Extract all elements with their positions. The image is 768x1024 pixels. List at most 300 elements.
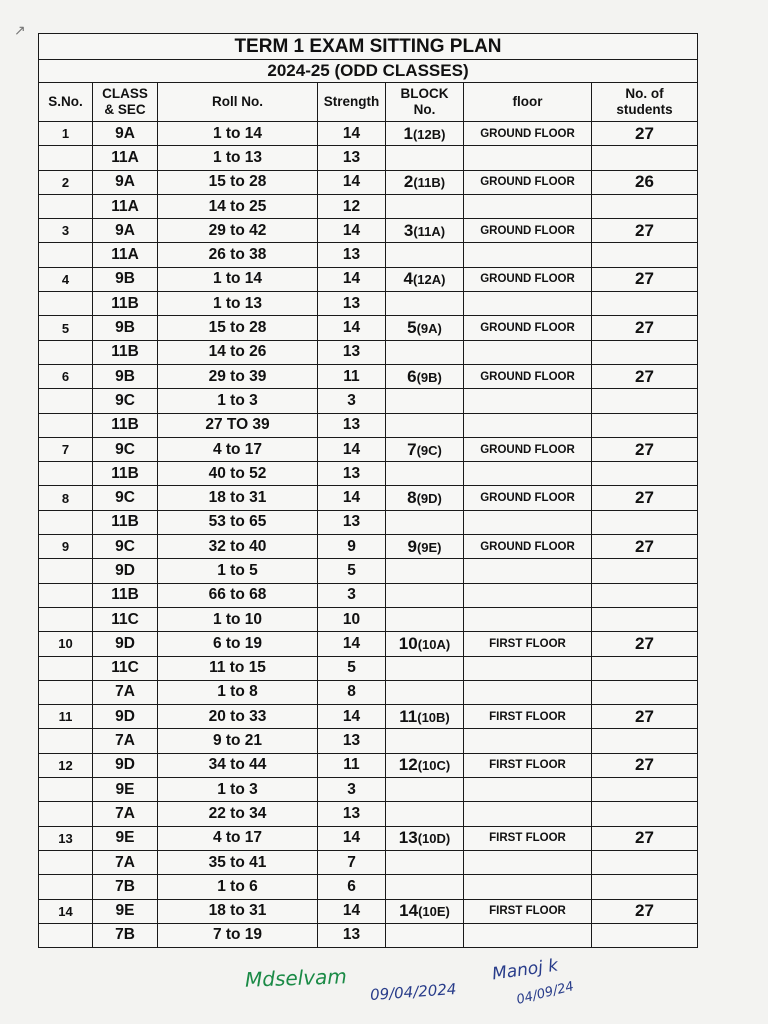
cell-block [386, 729, 464, 753]
cell-floor: GROUND FLOOR [464, 267, 592, 291]
block-room: (12B) [412, 126, 446, 142]
cell-floor: GROUND FLOOR [464, 170, 592, 194]
sitting-plan-table [38, 33, 698, 948]
header-strength: Strength [318, 83, 386, 122]
cell-strength: 13 [318, 413, 386, 437]
block-room: (10C) [417, 758, 451, 774]
cell-class-sec: 11B [93, 583, 158, 607]
cell-sno [39, 850, 93, 874]
cell-block [386, 535, 464, 559]
cell-students [592, 583, 698, 607]
cell-block [386, 194, 464, 218]
table-row [39, 753, 698, 777]
cell-floor: GROUND FLOOR [464, 486, 592, 510]
cell-roll: 1 to 8 [158, 680, 318, 704]
cell-students [592, 340, 698, 364]
block-number: 5 [407, 318, 417, 338]
cell-sno [39, 194, 93, 218]
header-floor: floor [464, 83, 592, 122]
table-row [39, 267, 698, 291]
cell-students [592, 875, 698, 899]
cell-strength: 13 [318, 923, 386, 947]
cell-roll: 15 to 28 [158, 316, 318, 340]
cell-students [592, 778, 698, 802]
table-row [39, 729, 698, 753]
cell-block [386, 364, 464, 388]
cell-roll: 29 to 39 [158, 364, 318, 388]
cell-students [592, 194, 698, 218]
header-block [386, 83, 464, 122]
cell-sno [39, 462, 93, 486]
cell-class-sec: 9D [93, 632, 158, 656]
cell-strength: 14 [318, 437, 386, 461]
cell-students: 27 [592, 705, 698, 729]
cell-strength: 14 [318, 122, 386, 146]
cell-students: 27 [592, 219, 698, 243]
signature-2-date: 04/09/24 [515, 979, 576, 1008]
cell-sno [39, 583, 93, 607]
block-room: (9D) [416, 491, 442, 507]
table-row [39, 316, 698, 340]
cell-roll: 9 to 21 [158, 729, 318, 753]
cell-block [386, 170, 464, 194]
cell-block [386, 778, 464, 802]
cell-floor [464, 243, 592, 267]
cell-sno: 9 [39, 535, 93, 559]
cell-class-sec: 9C [93, 535, 158, 559]
cell-strength: 13 [318, 802, 386, 826]
cell-students: 27 [592, 122, 698, 146]
cell-floor: GROUND FLOOR [464, 364, 592, 388]
cell-strength: 13 [318, 340, 386, 364]
cell-strength: 14 [318, 899, 386, 923]
cell-class-sec: 7B [93, 923, 158, 947]
block-number: 1 [403, 123, 413, 143]
cell-students [592, 559, 698, 583]
table-row [39, 607, 698, 631]
block-number: 11 [399, 706, 418, 726]
block-room: (10B) [417, 709, 450, 725]
block-number: 4 [403, 269, 413, 289]
cell-roll: 20 to 33 [158, 705, 318, 729]
cell-sno: 14 [39, 899, 93, 923]
cell-block [386, 705, 464, 729]
cell-sno [39, 146, 93, 170]
cell-strength: 13 [318, 462, 386, 486]
cell-sno [39, 875, 93, 899]
cell-block [386, 802, 464, 826]
cell-strength: 3 [318, 778, 386, 802]
table-row [39, 389, 698, 413]
cell-strength: 11 [318, 364, 386, 388]
cell-students [592, 923, 698, 947]
cell-sno: 10 [39, 632, 93, 656]
cell-floor: GROUND FLOOR [464, 122, 592, 146]
cell-students [592, 292, 698, 316]
block-number: 12 [398, 755, 418, 775]
cell-strength: 13 [318, 729, 386, 753]
cell-block [386, 607, 464, 631]
cell-floor: FIRST FLOOR [464, 826, 592, 850]
cell-sno [39, 656, 93, 680]
cell-block [386, 122, 464, 146]
cell-floor [464, 802, 592, 826]
cell-class-sec: 11A [93, 194, 158, 218]
cell-strength: 14 [318, 316, 386, 340]
cell-strength: 7 [318, 850, 386, 874]
cell-students [592, 850, 698, 874]
block-number: 3 [403, 220, 414, 240]
cell-sno [39, 340, 93, 364]
cell-floor [464, 413, 592, 437]
table-row [39, 583, 698, 607]
cell-roll: 66 to 68 [158, 583, 318, 607]
cell-students: 26 [592, 170, 698, 194]
cell-students: 27 [592, 267, 698, 291]
cell-roll: 1 to 13 [158, 292, 318, 316]
cell-sno [39, 923, 93, 947]
cell-roll: 4 to 17 [158, 826, 318, 850]
cell-floor [464, 462, 592, 486]
block-number: 10 [398, 633, 418, 653]
cell-students [592, 656, 698, 680]
cell-strength: 14 [318, 219, 386, 243]
cell-block [386, 486, 464, 510]
table-row [39, 364, 698, 388]
cell-sno: 4 [39, 267, 93, 291]
cell-roll: 27 TO 39 [158, 413, 318, 437]
cell-sno [39, 680, 93, 704]
cell-floor [464, 680, 592, 704]
cell-block [386, 146, 464, 170]
header-students-line2: students [616, 102, 673, 117]
cell-floor: GROUND FLOOR [464, 219, 592, 243]
table-row [39, 826, 698, 850]
cell-floor [464, 292, 592, 316]
cell-class-sec: 7B [93, 875, 158, 899]
table-row [39, 923, 698, 947]
cell-strength: 5 [318, 656, 386, 680]
table-row [39, 802, 698, 826]
cell-sno [39, 243, 93, 267]
table-row [39, 292, 698, 316]
cell-strength: 14 [318, 486, 386, 510]
page-subtitle: 2024-25 (ODD CLASSES) [39, 60, 698, 83]
cell-block [386, 292, 464, 316]
cell-class-sec: 9B [93, 316, 158, 340]
header-students-line1: No. of [625, 86, 664, 101]
header-roll: Roll No. [158, 83, 318, 122]
cell-sno [39, 413, 93, 437]
cell-roll: 40 to 52 [158, 462, 318, 486]
cell-students [592, 729, 698, 753]
cell-roll: 14 to 25 [158, 194, 318, 218]
cell-students [592, 413, 698, 437]
cell-students: 27 [592, 753, 698, 777]
cell-block [386, 316, 464, 340]
cell-students [592, 389, 698, 413]
cell-floor: GROUND FLOOR [464, 535, 592, 559]
cell-roll: 7 to 19 [158, 923, 318, 947]
cell-floor: FIRST FLOOR [464, 899, 592, 923]
cell-roll: 53 to 65 [158, 510, 318, 534]
cell-floor [464, 729, 592, 753]
cell-roll: 1 to 13 [158, 146, 318, 170]
cell-students: 27 [592, 535, 698, 559]
table-row [39, 413, 698, 437]
cell-floor [464, 923, 592, 947]
cell-roll: 18 to 31 [158, 899, 318, 923]
block-number: 13 [398, 828, 418, 848]
column-header-row [39, 83, 698, 122]
cell-students [592, 462, 698, 486]
table-row [39, 656, 698, 680]
table-row [39, 486, 698, 510]
cell-roll: 18 to 31 [158, 486, 318, 510]
cell-roll: 1 to 6 [158, 875, 318, 899]
cell-class-sec: 9A [93, 170, 158, 194]
signature-1-date: 09/04/2024 [369, 980, 457, 1004]
cell-roll: 35 to 41 [158, 850, 318, 874]
table-row [39, 146, 698, 170]
cell-strength: 3 [318, 583, 386, 607]
table-row [39, 559, 698, 583]
cell-class-sec: 11B [93, 413, 158, 437]
cell-strength: 13 [318, 146, 386, 170]
cell-class-sec: 9D [93, 559, 158, 583]
table-row [39, 170, 698, 194]
cell-floor [464, 340, 592, 364]
cell-strength: 14 [318, 826, 386, 850]
cell-floor: GROUND FLOOR [464, 316, 592, 340]
cell-floor [464, 389, 592, 413]
block-number: 7 [407, 439, 417, 459]
cell-strength: 9 [318, 535, 386, 559]
cell-class-sec: 9B [93, 267, 158, 291]
cell-roll: 11 to 15 [158, 656, 318, 680]
block-number: 8 [407, 488, 417, 508]
cell-students: 27 [592, 486, 698, 510]
cell-sno [39, 729, 93, 753]
cell-class-sec: 11A [93, 243, 158, 267]
block-room: (9E) [416, 539, 442, 555]
cell-students: 27 [592, 364, 698, 388]
cell-students: 27 [592, 632, 698, 656]
cell-class-sec: 9D [93, 705, 158, 729]
cell-roll: 32 to 40 [158, 535, 318, 559]
cell-roll: 1 to 3 [158, 778, 318, 802]
cell-sno: 13 [39, 826, 93, 850]
cell-block [386, 656, 464, 680]
cell-students: 27 [592, 899, 698, 923]
cell-class-sec: 9C [93, 486, 158, 510]
cell-block [386, 826, 464, 850]
header-sno: S.No. [39, 83, 93, 122]
cell-floor [464, 583, 592, 607]
cell-sno: 8 [39, 486, 93, 510]
block-number: 14 [399, 901, 419, 921]
table-row [39, 632, 698, 656]
cell-class-sec: 11B [93, 462, 158, 486]
cell-floor [464, 875, 592, 899]
cell-students: 27 [592, 826, 698, 850]
table-row [39, 850, 698, 874]
cell-class-sec: 9E [93, 899, 158, 923]
header-class-sec [93, 83, 158, 122]
table-row [39, 122, 698, 146]
cell-sno [39, 607, 93, 631]
cell-students [592, 607, 698, 631]
cell-strength: 14 [318, 170, 386, 194]
cell-roll: 1 to 10 [158, 607, 318, 631]
cell-block [386, 243, 464, 267]
cell-roll: 29 to 42 [158, 219, 318, 243]
block-room: (10E) [418, 904, 450, 920]
cell-class-sec: 11B [93, 340, 158, 364]
sitting-plan-sheet [38, 33, 697, 948]
cell-strength: 10 [318, 607, 386, 631]
cell-block [386, 559, 464, 583]
table-row [39, 705, 698, 729]
cell-sno: 11 [39, 705, 93, 729]
table-row [39, 194, 698, 218]
cell-floor [464, 146, 592, 170]
cell-sno [39, 778, 93, 802]
cell-class-sec: 11A [93, 146, 158, 170]
header-block-line2: No. [413, 102, 436, 117]
cell-sno: 3 [39, 219, 93, 243]
cell-sno [39, 389, 93, 413]
table-row [39, 340, 698, 364]
cell-floor: FIRST FLOOR [464, 632, 592, 656]
cell-sno: 5 [39, 316, 93, 340]
block-room: (11B) [413, 175, 446, 191]
cell-block [386, 267, 464, 291]
cell-sno [39, 292, 93, 316]
cell-class-sec: 7A [93, 850, 158, 874]
cell-students [592, 510, 698, 534]
header-class-line1: CLASS [102, 86, 148, 101]
signature-2: Manoj k [490, 955, 560, 985]
cell-strength: 12 [318, 194, 386, 218]
cell-roll: 1 to 5 [158, 559, 318, 583]
block-number: 6 [407, 366, 417, 386]
cell-strength: 13 [318, 243, 386, 267]
cell-strength: 6 [318, 875, 386, 899]
block-number: 2 [403, 172, 414, 192]
cell-class-sec: 7A [93, 680, 158, 704]
cell-block [386, 462, 464, 486]
cell-students [592, 243, 698, 267]
cell-roll: 1 to 14 [158, 267, 318, 291]
cell-floor [464, 510, 592, 534]
cell-roll: 6 to 19 [158, 632, 318, 656]
header-class-line2: & SEC [104, 102, 146, 117]
cell-students: 27 [592, 316, 698, 340]
cell-block [386, 389, 464, 413]
table-row [39, 535, 698, 559]
table-row [39, 778, 698, 802]
cell-block [386, 219, 464, 243]
table-row [39, 510, 698, 534]
cell-strength: 5 [318, 559, 386, 583]
cell-class-sec: 9E [93, 826, 158, 850]
cell-floor: FIRST FLOOR [464, 753, 592, 777]
cell-block [386, 850, 464, 874]
cell-strength: 14 [318, 705, 386, 729]
cell-floor [464, 778, 592, 802]
cell-sno [39, 802, 93, 826]
cell-class-sec: 9C [93, 437, 158, 461]
cell-floor [464, 656, 592, 680]
block-room: (10D) [417, 831, 451, 847]
cell-block [386, 875, 464, 899]
cell-class-sec: 9A [93, 122, 158, 146]
cell-class-sec: 9A [93, 219, 158, 243]
cell-strength: 3 [318, 389, 386, 413]
table-row [39, 437, 698, 461]
cell-students [592, 680, 698, 704]
cell-class-sec: 9B [93, 364, 158, 388]
cell-students [592, 146, 698, 170]
cell-floor: FIRST FLOOR [464, 705, 592, 729]
cell-floor [464, 194, 592, 218]
cell-class-sec: 7A [93, 802, 158, 826]
table-row [39, 680, 698, 704]
cell-sno [39, 559, 93, 583]
cell-class-sec: 9D [93, 753, 158, 777]
cell-class-sec: 11C [93, 656, 158, 680]
cell-floor [464, 850, 592, 874]
cell-block [386, 680, 464, 704]
cell-roll: 1 to 3 [158, 389, 318, 413]
cell-roll: 34 to 44 [158, 753, 318, 777]
cell-floor [464, 607, 592, 631]
table-row [39, 462, 698, 486]
cell-block [386, 340, 464, 364]
block-room: (9A) [416, 321, 442, 337]
cell-block [386, 923, 464, 947]
table-row [39, 875, 698, 899]
cell-block [386, 437, 464, 461]
cell-sno: 1 [39, 122, 93, 146]
cell-roll: 14 to 26 [158, 340, 318, 364]
cell-floor [464, 559, 592, 583]
cell-sno: 2 [39, 170, 93, 194]
header-block-line1: BLOCK [400, 86, 449, 101]
cell-block [386, 753, 464, 777]
table-body [39, 122, 698, 948]
block-room: (12A) [412, 272, 446, 288]
cell-strength: 13 [318, 292, 386, 316]
table-row [39, 219, 698, 243]
cell-block [386, 899, 464, 923]
cell-strength: 8 [318, 680, 386, 704]
cell-sno: 6 [39, 364, 93, 388]
signature-1: Mdselvam [244, 964, 348, 992]
cell-strength: 14 [318, 267, 386, 291]
block-room: (10A) [417, 636, 451, 652]
block-room: (9C) [416, 442, 442, 458]
cell-students [592, 802, 698, 826]
cell-floor: GROUND FLOOR [464, 437, 592, 461]
cell-roll: 26 to 38 [158, 243, 318, 267]
block-number: 9 [407, 536, 417, 556]
cell-class-sec: 11C [93, 607, 158, 631]
scan-mark: ↗ [14, 22, 26, 38]
cell-sno: 7 [39, 437, 93, 461]
table-row [39, 243, 698, 267]
